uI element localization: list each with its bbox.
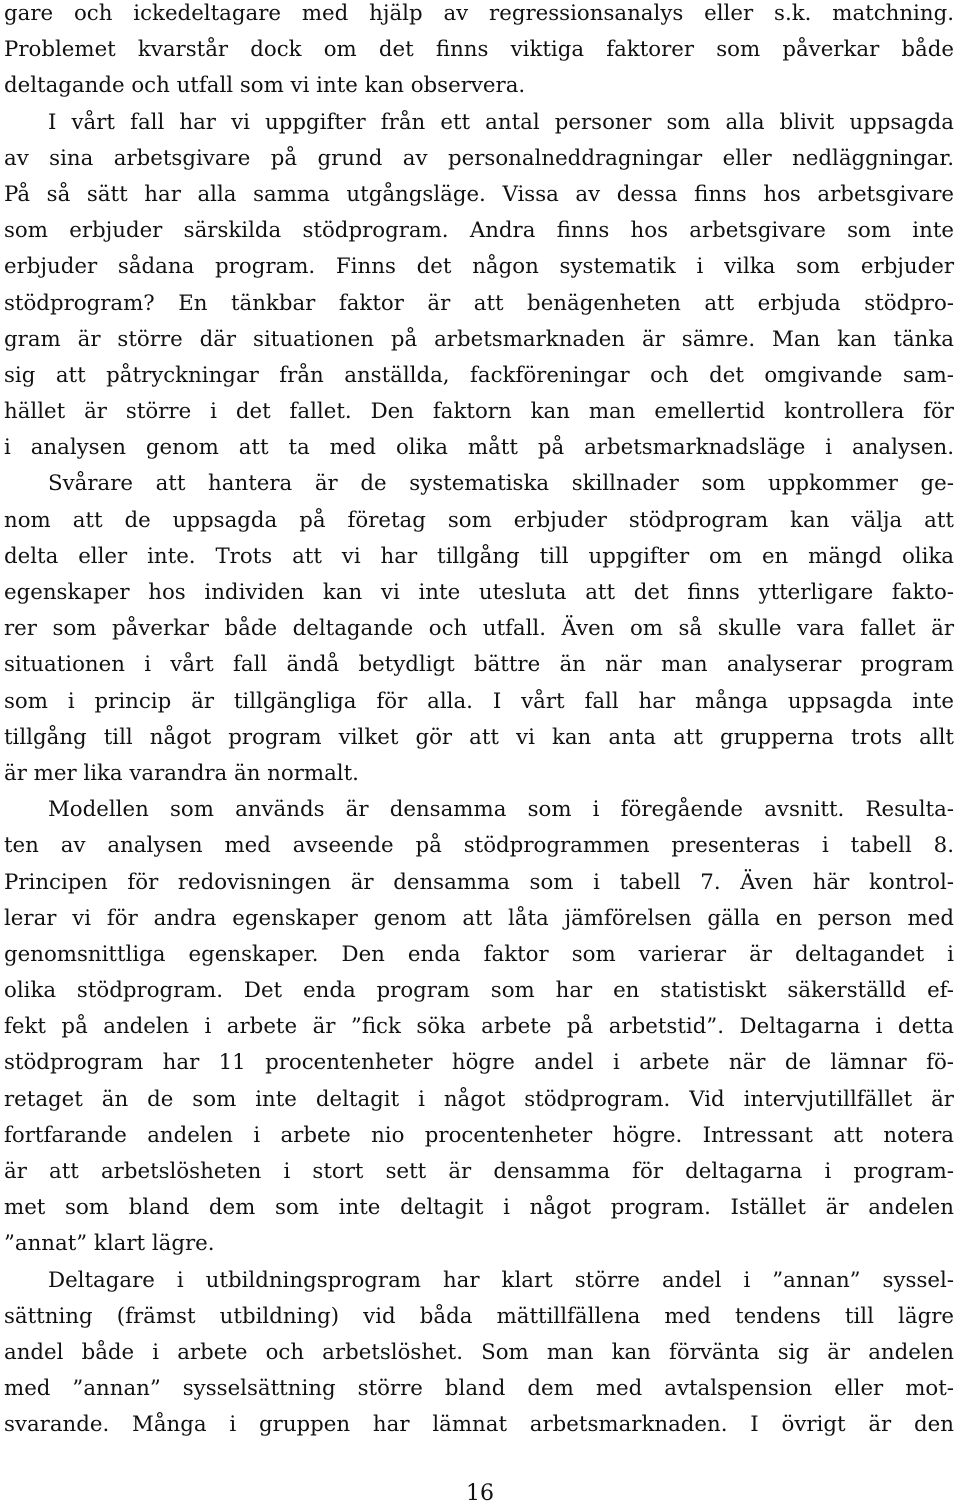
text-line: stödprogram? En tänkbar faktor är att benägenheten att erbjuda stödpro-: [4, 290, 954, 316]
text-line: met som bland dem som inte deltagit i något program. Istället är andelen: [4, 1195, 954, 1221]
text-line: ”annat” klart lägre.: [4, 1231, 215, 1257]
text-line: ten av analysen med avseende på stödprogrammen presenteras i tabell 8.: [4, 833, 954, 859]
text-line: andel både i arbete och arbetslöshet. Som man kan förvänta sig är andelen: [4, 1339, 954, 1365]
text-line: Principen för redovisningen är densamma som i tabell 7. Även här kontrol-: [4, 869, 954, 895]
text-line: stödprogram har 11 procentenheter högre andel i arbete när de lämnar fö-: [4, 1050, 954, 1076]
text-line: situationen i vårt fall ändå betydligt bättre än när man analyserar program: [4, 652, 954, 678]
text-line: sig att påtryckningar från anställda, fackföreningar och det omgivande sam-: [4, 362, 954, 388]
text-line: lerar vi för andra egenskaper genom att låta jämförelsen gälla en person med: [4, 905, 954, 931]
text-line: deltagande och utfall som vi inte kan observera.: [4, 73, 526, 99]
paragraph-start-line: Deltagare i utbildningsprogram har klart större andel i ”annan” syssel-: [48, 1267, 954, 1293]
text-line: fortfarande andelen i arbete nio procentenheter högre. Intressant att notera: [4, 1122, 954, 1148]
text-line: delta eller inte. Trots att vi har tillgång till uppgifter om en mängd olika: [4, 543, 954, 569]
text-line: egenskaper hos individen kan vi inte utesluta att det finns ytterligare fakto-: [4, 580, 954, 605]
text-line: är mer lika varandra än normalt.: [4, 760, 359, 786]
text-line: gram är större där situationen på arbetsmarknaden är sämre. Man kan tänka: [4, 326, 954, 352]
text-line: gare och ickedeltagare med hjälp av regressionsanalys eller s.k. matchning.: [4, 1, 954, 26]
text-line: av sina arbetsgivare på grund av personalneddragningar eller nedläggningar.: [4, 145, 954, 171]
text-line: som erbjuder särskilda stödprogram. Andra finns hos arbetsgivare som inte: [4, 218, 954, 244]
text-line: tillgång till något program vilket gör att vi kan anta att grupperna trots allt: [4, 724, 954, 750]
text-line: genomsnittliga egenskaper. Den enda faktor som varierar är deltagandet i: [4, 941, 954, 967]
text-line: i analysen genom att ta med olika mått på arbetsmarknadsläge i analysen.: [4, 435, 954, 461]
text-line: erbjuder sådana program. Finns det någon systematik i vilka som erbjuder: [4, 254, 954, 280]
page-number: 16: [466, 1481, 494, 1506]
text-line: sättning (främst utbildning) vid båda mättillfällena med tendens till lägre: [4, 1303, 954, 1329]
text-line: fekt på andelen i arbete är ”fick söka arbete på arbetstid”. Deltagarna i detta: [4, 1014, 954, 1040]
text-line: Problemet kvarstår dock om det finns viktiga faktorer som påverkar både: [4, 37, 954, 63]
paragraph-start-line: Svårare att hantera är de systematiska skillnader som uppkommer ge-: [48, 471, 954, 497]
text-line: med ”annan” sysselsättning större bland dem med avtalspension eller mot-: [4, 1376, 954, 1402]
text-line: olika stödprogram. Det enda program som har en statistiskt säkerställd ef-: [4, 978, 954, 1004]
text-line: rer som påverkar både deltagande och utfall. Även om så skulle vara fallet är: [4, 616, 954, 642]
text-line: hället är större i det fallet. Den faktorn kan man emellertid kontrollera för: [4, 399, 954, 425]
text-line: nom att de uppsagda på företag som erbjuder stödprogram kan välja att: [4, 507, 954, 533]
paragraph-start-line: Modellen som används är densamma som i föregående avsnitt. Resulta-: [48, 797, 954, 823]
text-line: retaget än de som inte deltagit i något stödprogram. Vid intervjutillfället är: [4, 1086, 954, 1112]
paragraph-start-line: I vårt fall har vi uppgifter från ett antal personer som alla blivit uppsagda: [48, 109, 954, 135]
text-line: är att arbetslösheten i stort sett är densamma för deltagarna i program-: [4, 1159, 954, 1184]
text-line: På så sätt har alla samma utgångsläge. Vissa av dessa finns hos arbetsgivare: [4, 181, 954, 207]
body-text: [4, 0, 954, 1444]
text-line: som i princip är tillgängliga för alla. I vårt fall har många uppsagda inte: [4, 688, 954, 714]
text-line: svarande. Många i gruppen har lämnat arbetsmarknaden. I övrigt är den: [4, 1412, 954, 1438]
